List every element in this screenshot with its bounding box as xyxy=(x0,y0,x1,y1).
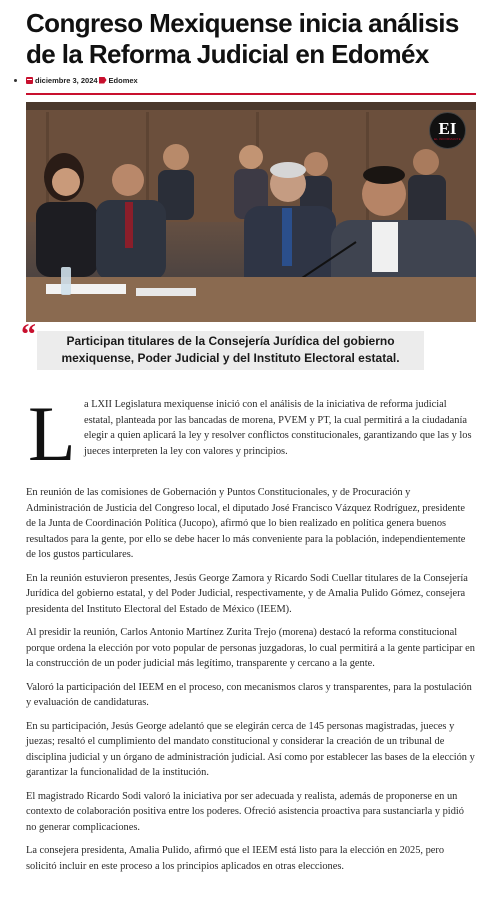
meeting-photo-illustration xyxy=(26,102,476,322)
article-photo xyxy=(26,102,476,322)
logo-text: EI xyxy=(438,118,457,138)
paragraph: En su participación, Jesús George adelantó que se elegirán cerca de 145 personas magistradas, jueces y juezas; resaltó el cumplimiento del mandato constitucional y considerar la creación de un tribunal de disciplina judicial y un órgano de administración judicial. Así como por establecer las bases de la elección y garantizar la funcionalidad de la institución. xyxy=(26,720,475,778)
publication-logo xyxy=(429,112,466,149)
title-divider xyxy=(26,93,476,95)
paragraph: La consejera presidenta, Amalia Pulido, afirmó que el IEEM está listo para la elección en 2025, pero solicitó incluir en este proceso a los principios aplicados en otras elecciones. xyxy=(26,845,445,872)
article-date[interactable]: diciembre 3, 2024 xyxy=(35,75,98,85)
quote-icon: “ xyxy=(21,318,36,351)
article-title: Congreso Mexiquense inicia análisis de la Reforma Judicial en Edoméx xyxy=(26,8,459,69)
paragraph: Valoró la participación del IEEM en el proceso, con mecanismos claros y transparentes, para la postulación y evaluación de candidaturas. xyxy=(26,681,472,708)
article-category[interactable]: Edomex xyxy=(108,75,138,85)
bullet-icon xyxy=(14,79,17,82)
paragraph: Al presidir la reunión, Carlos Antonio Martínez Zurita Trejo (morena) destacó la reforma constitucional porque ordena la elección por voto popular de personas juzgadoras, lo cual permitirá a la gente participar en la construcción de un poder judicial más legítimo, transparente y cercano a la gente. xyxy=(26,627,475,669)
paragraph: En la reunión estuvieron presentes, Jesús George Zamora y Ricardo Sodi Cuellar titulares de la Consejería Jurídica del gobierno estatal, y del Poder Judicial, respectivamente, y de Amalia Pulido Gómez, consejera presidenta del Instituto Electoral del Estado de México (IEEM). xyxy=(26,572,468,615)
drop-cap: L xyxy=(28,390,76,477)
article-meta xyxy=(14,73,476,87)
paragraph: En reunión de las comisiones de Gobernación y Puntos Constitucionales, y de Procuración y Administración de Justicia del Congreso local, el diputado José Francisco Vázquez Rodríguez, presidente de la Junta de Coordinación Política (Jucopo), afirmó que lo bien realizado en política genera buenos resultados para la gente, por ello se debe hacer lo más conveniente para la población, independientemente de los gustos particulares. xyxy=(26,487,466,560)
tag-icon xyxy=(99,77,107,84)
pull-quote: Participan titulares de la Consejería Jurídica del gobierno mexiquense, Poder Judicial y del Instituto Electoral estatal. xyxy=(37,331,424,370)
article-body xyxy=(26,390,476,882)
calendar-icon xyxy=(26,77,33,84)
lead-paragraph xyxy=(26,390,476,477)
logo-subtext: EL INFORMANTE xyxy=(434,136,461,141)
lead-paragraph-text: a LXII Legislatura mexiquense inició con el análisis de la iniciativa de reforma judicial estatal, planteada por las bancadas de morena, PVEM y PT, la cual permitirá a la ciudadanía elegir a quien aplicará la ley y resolver conflictos constitucionales, garantizando que las y los jueces interpreten la ley con valores y principios. xyxy=(84,399,472,457)
paragraph: El magistrado Ricardo Sodi valoró la iniciativa por ser adecuada y realista, además de proponerse en un contexto de colaboración positiva entre los poderes. Ofreció asistencia proactiva para sustanciarla y pidió no generar complicaciones. xyxy=(26,790,464,833)
